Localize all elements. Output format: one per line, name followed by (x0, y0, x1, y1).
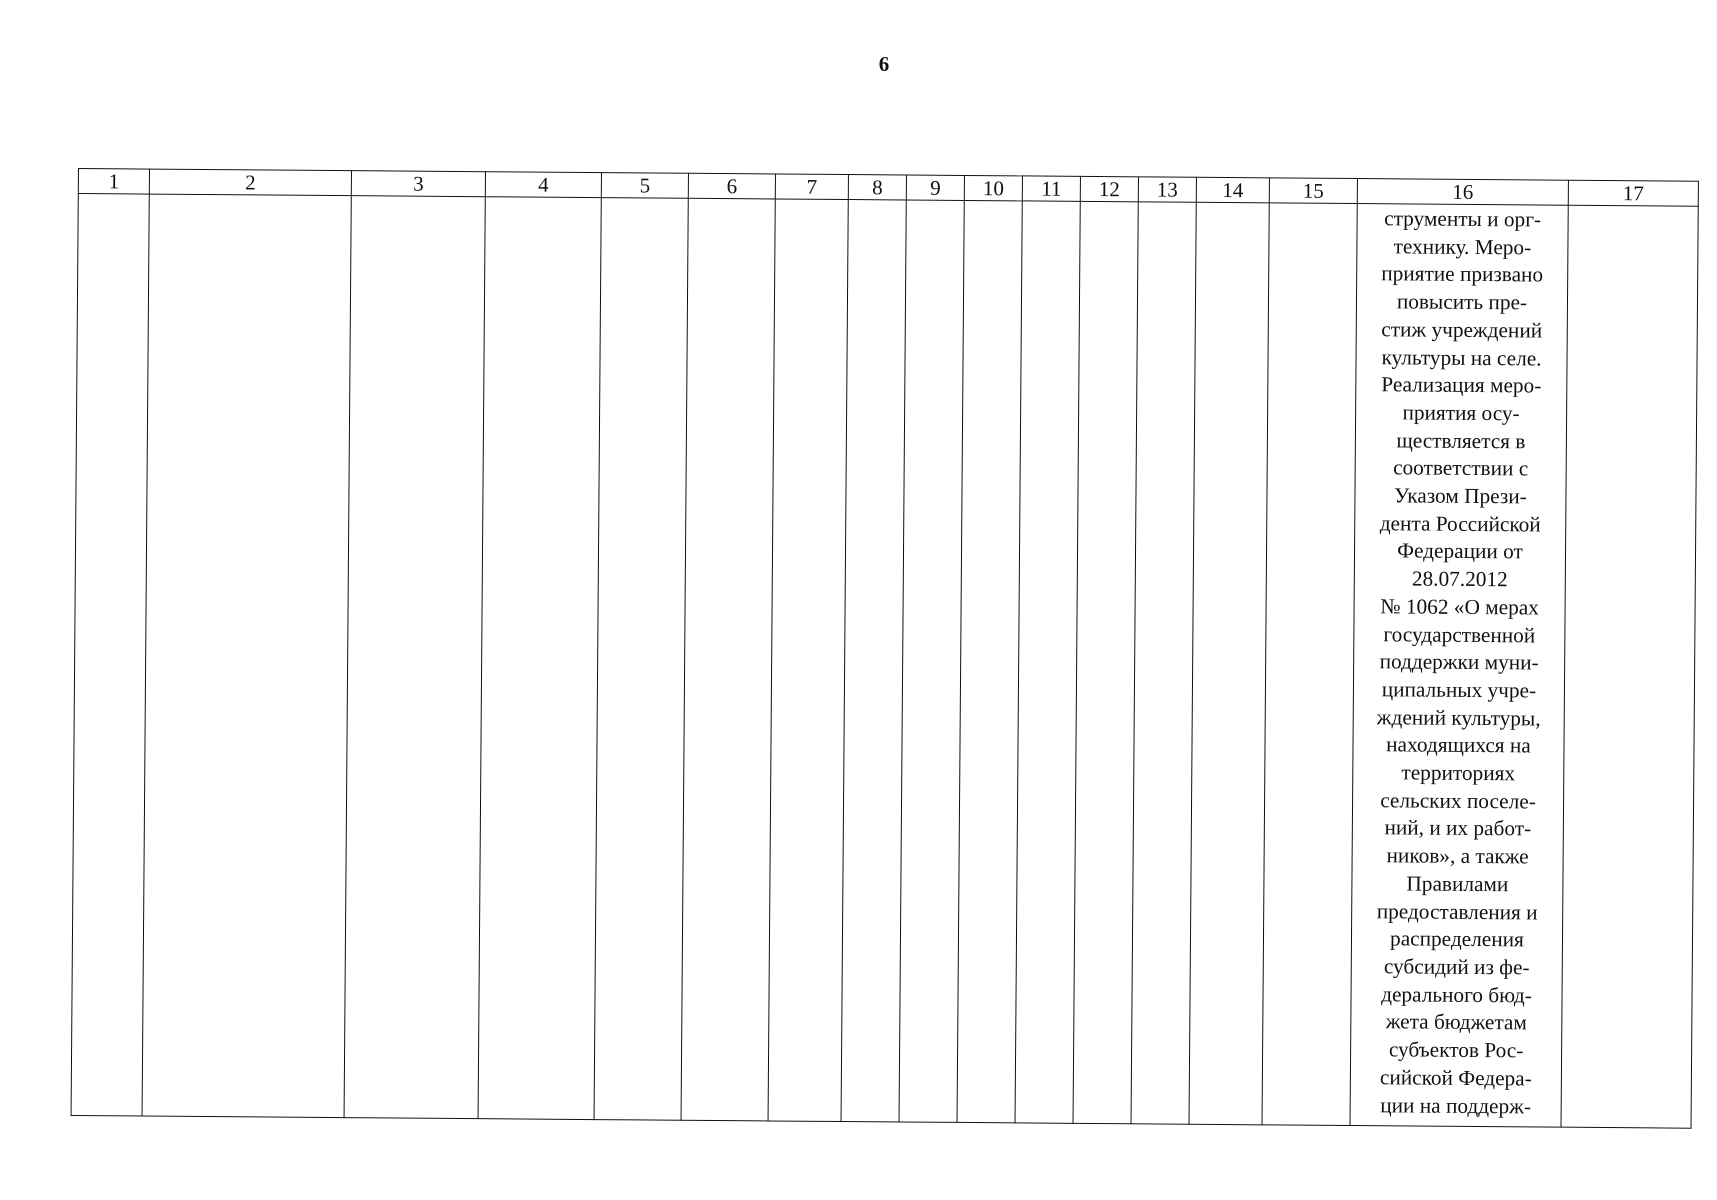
table-cell-col-6 (681, 198, 775, 1121)
table-row (71, 194, 1698, 1129)
column-header-12: 12 (1080, 176, 1138, 201)
column-header-2: 2 (149, 169, 351, 196)
table-cell-col-2 (142, 194, 351, 1118)
column-header-9: 9 (906, 175, 964, 200)
column-header-10: 10 (964, 175, 1022, 200)
table-cell-col-1 (71, 194, 149, 1117)
column-header-7: 7 (775, 174, 848, 200)
column-header-1: 1 (78, 169, 149, 195)
table-cell-col-13 (1131, 202, 1196, 1124)
column-header-3: 3 (351, 171, 485, 197)
table-cell-col-7 (768, 199, 848, 1122)
page-number: 6 (878, 52, 890, 76)
table-cell-col-4 (478, 197, 601, 1120)
column-header-4: 4 (485, 172, 601, 198)
column-header-5: 5 (601, 173, 688, 199)
table-cell-col-9 (899, 200, 964, 1122)
table-cell-col-11 (1015, 201, 1080, 1123)
table-cell-col-12 (1073, 201, 1138, 1123)
data-table (71, 168, 1699, 1129)
table-cell-col-17 (1561, 205, 1698, 1128)
column-header-13: 13 (1138, 177, 1196, 202)
column-header-17: 17 (1568, 180, 1698, 206)
table-cell-col-16 (1350, 204, 1568, 1128)
column-header-8: 8 (848, 175, 906, 200)
column-header-16: 16 (1357, 179, 1568, 206)
data-table-container (71, 168, 1698, 1129)
column-header-6: 6 (688, 173, 775, 199)
table-cell-col-15 (1262, 203, 1357, 1126)
table-cell-col-8 (841, 200, 906, 1122)
column-header-14: 14 (1196, 177, 1269, 203)
table-cell-col-10 (957, 200, 1022, 1122)
column-header-15: 15 (1269, 178, 1357, 204)
table-cell-col-14 (1189, 202, 1269, 1125)
column-16-text: струменты и орг- технику. Меро- приятие призвано повысить пре- стиж учреждений культуры на селе. Реализация меро- приятия осу- ществляется в соответствии с Указом Прези- дента Российской Федерации от 28.07.2012 № 1062 «О мерах государственной поддержки муни- ципальных учре- ждений культуры, находящихся на территориях сельских поселе- ний, и их работ- ников», а также Правилами предоставления и распределения субсидий из фе- дерального бюд- жета бюджетам субъектов Рос- сийской Федера- ции на поддерж- (1376, 206, 1544, 1118)
table-cell-col-5 (594, 198, 688, 1121)
column-header-11: 11 (1022, 176, 1080, 201)
table-cell-col-3 (344, 196, 485, 1119)
